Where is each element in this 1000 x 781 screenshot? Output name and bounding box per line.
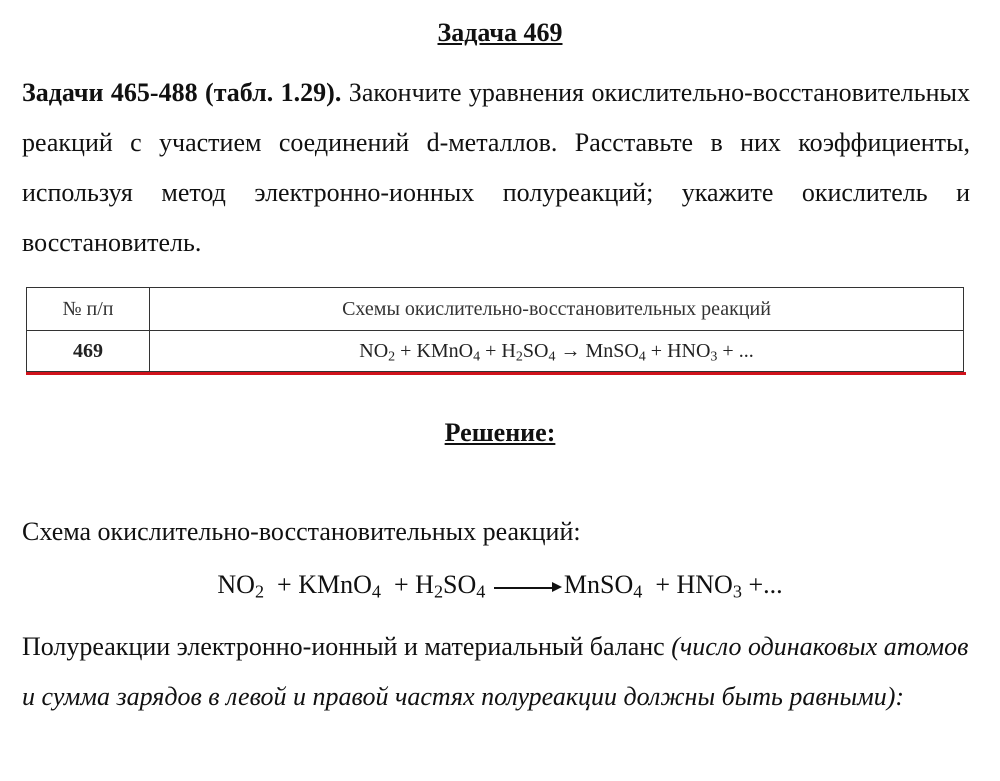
half-reactions-note: (число одинаковых атомов и сумма зарядов в левой и правой частях полуреакции должны быть равными): <box>22 632 969 711</box>
problem-text: Закончите уравнения окислительно-восстановительных реакций с участием соединений d-металлов. Расставьте в них коэффициенты, используя метод электронно-ионных полуреакций; укажите окислитель и восстановитель. <box>22 78 970 257</box>
table-header-row <box>27 288 964 331</box>
problem-range: Задачи 465-488 (табл. 1.29). <box>22 78 342 107</box>
problem-title: Задача 469 <box>437 18 563 47</box>
half-reactions-text: Полуреакции электронно-ионный и материальный баланс (число одинаковых атомов и сумма зарядов в левой и правой частях полуреакции должны быть равными): <box>22 632 969 711</box>
table-row <box>27 331 964 372</box>
reaction-scheme: $NO_2$ + KMnO$_4$ + $H_2SO_4$ → MnSO$_4$ + $HNO_3$ + ... <box>150 331 964 372</box>
reaction-table <box>26 287 964 372</box>
red-divider <box>26 372 966 375</box>
long-arrow-icon <box>494 582 562 592</box>
reaction-equation: $NO_2$ + KMnO$_4$ + $H_2SO_4$ MnSO$_4$ + $HNO_3$ +... <box>217 570 783 602</box>
problem-statement <box>22 68 970 268</box>
column-scheme-header: Схемы окислительно-восстановительных реакций <box>150 288 964 331</box>
row-number: 469 <box>27 331 150 372</box>
reaction-arrow-icon: → <box>560 339 581 362</box>
solution-heading: Решение: <box>444 418 556 447</box>
scheme-label: Схема окислительно-восстановительных реакций: <box>22 517 581 546</box>
column-number-header: № п/п <box>27 288 150 331</box>
